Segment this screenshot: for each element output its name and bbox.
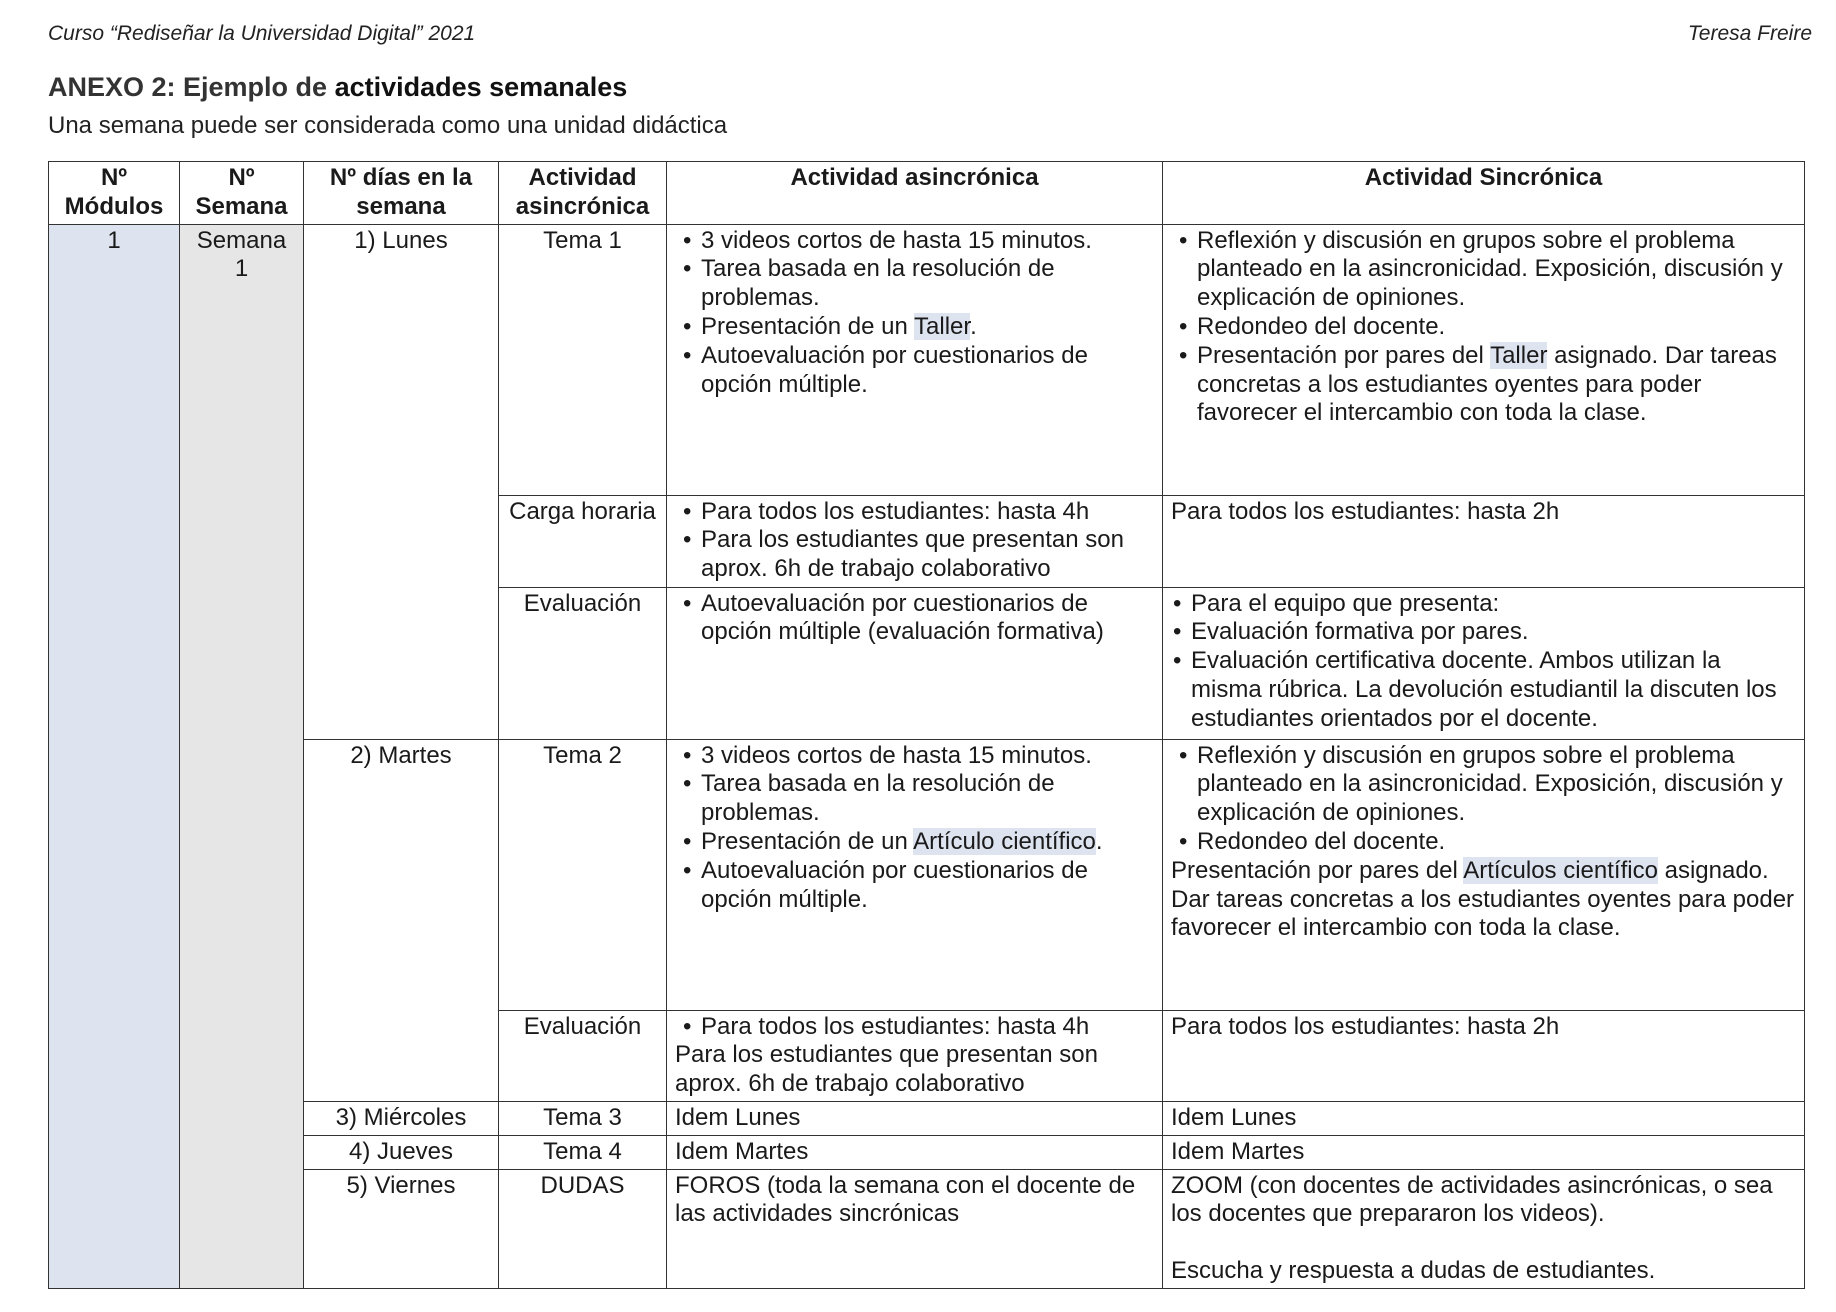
- activity-carga-horaria: Carga horaria: [499, 495, 667, 587]
- asinc-cell: FOROS (toda la semana con el docente de las actividades sincrónicas: [667, 1169, 1163, 1288]
- list-item: • Tarea basada en la resolución de problemas.: [701, 770, 1154, 828]
- sinc-cell: Idem Martes: [1163, 1135, 1805, 1169]
- table-header-row: [49, 162, 1805, 225]
- asinc-paragraph: Para los estudiantes que presentan son aprox. 6h de trabajo colaborativo: [675, 1041, 1098, 1098]
- sinc-cell: [1163, 739, 1805, 1010]
- list-item: • Reflexión y discusión en grupos sobre el problema planteado en la asincronicidad. Exposición, discusión y explicación de opiniones.: [1197, 742, 1796, 828]
- activity-evaluacion: Evaluación: [499, 587, 667, 739]
- list-item: • Redondeo del docente.: [1197, 313, 1796, 342]
- activity-evaluacion: Evaluación: [499, 1010, 667, 1101]
- day-lunes: 1) Lunes: [304, 224, 499, 739]
- title-prefix: ANEXO 2: Ejemplo de: [48, 72, 335, 102]
- bullet-list: [1171, 227, 1796, 429]
- modulo-cell: 1: [49, 224, 180, 1288]
- col-header-sincronica: Actividad Sincrónica: [1163, 162, 1805, 225]
- col-header-modulos: Nº Módulos: [49, 162, 180, 225]
- page-title: [48, 72, 627, 103]
- asinc-cell: Idem Martes: [667, 1135, 1163, 1169]
- list-item: • Tarea basada en la resolución de problemas.: [701, 255, 1154, 313]
- list-item: • Reflexión y discusión en grupos sobre el problema planteado en la asincronicidad. Exposición, discusión y explicación de opiniones.: [1197, 227, 1796, 313]
- day-miercoles: 3) Miércoles: [304, 1101, 499, 1135]
- asinc-cell: [667, 739, 1163, 1010]
- sinc-cell: Para todos los estudiantes: hasta 2h: [1163, 495, 1805, 587]
- list-item: • Evaluación formativa por pares.: [1191, 618, 1796, 647]
- activity-dudas: DUDAS: [499, 1169, 667, 1288]
- col-header-semana: Nº Semana: [180, 162, 304, 225]
- bullet-list: [675, 498, 1154, 584]
- sinc-paragraph: Presentación por pares del Artículos científico asignado. Dar tareas concretas a los estudiantes oyentes para poder favorecer el intercambio con toda la clase.: [1171, 856, 1795, 942]
- bullet-list: [1171, 590, 1796, 734]
- sinc-cell: Idem Lunes: [1163, 1101, 1805, 1135]
- list-item: • 3 videos cortos de hasta 15 minutos.: [701, 227, 1154, 256]
- asinc-cell: [667, 495, 1163, 587]
- list-item: • Autoevaluación por cuestionarios de opción múltiple.: [701, 342, 1154, 400]
- table-row: [49, 1135, 1805, 1169]
- sinc-paragraph: Escucha y respuesta a dudas de estudiantes.: [1171, 1257, 1656, 1285]
- day-viernes: 5) Viernes: [304, 1169, 499, 1288]
- asinc-cell: [667, 587, 1163, 739]
- table-row: [49, 1101, 1805, 1135]
- list-item: • Para los estudiantes que presentan son aprox. 6h de trabajo colaborativo: [701, 526, 1154, 584]
- col-header-asincronica: Actividad asincrónica: [667, 162, 1163, 225]
- running-header: [48, 22, 1812, 46]
- list-item: • Evaluación certificativa docente. Ambos utilizan la misma rúbrica. La devolución estudiantil la discuten los estudiantes orientados por el docente.: [1191, 647, 1796, 733]
- highlight: Artículo científico: [913, 827, 1096, 855]
- bullet-list: [675, 227, 1154, 400]
- semana-cell: Semana 1: [180, 224, 304, 1288]
- weekly-activities-table: [48, 161, 1805, 1289]
- list-item: • Autoevaluación por cuestionarios de opción múltiple (evaluación formativa): [701, 590, 1154, 648]
- sinc-cell: [1163, 1169, 1805, 1288]
- list-item: • Presentación de un Artículo científico.: [701, 828, 1154, 857]
- course-name: Curso “Rediseñar la Universidad Digital” 2021: [48, 22, 476, 45]
- sinc-cell: [1163, 587, 1805, 739]
- list-item: • Redondeo del docente.: [1197, 828, 1796, 857]
- bullet-list: [675, 590, 1154, 648]
- asinc-cell: [667, 1010, 1163, 1101]
- highlight: Taller: [914, 312, 971, 340]
- day-martes: 2) Martes: [304, 739, 499, 1101]
- table-row: [49, 224, 1805, 495]
- page-subtitle: Una semana puede ser considerada como una unidad didáctica: [48, 112, 728, 139]
- table-row: [49, 739, 1805, 1010]
- list-item: • Autoevaluación por cuestionarios de opción múltiple.: [701, 857, 1154, 915]
- sinc-paragraph: ZOOM (con docentes de actividades asincrónicas, o sea los docentes que prepararon los videos).: [1171, 1171, 1773, 1228]
- col-header-dias: Nº días en la semana: [304, 162, 499, 225]
- asinc-cell: [667, 224, 1163, 495]
- highlight: Artículos científico: [1463, 856, 1658, 884]
- asinc-cell: Idem Lunes: [667, 1101, 1163, 1135]
- col-header-actividad: Actividad asincrónica: [499, 162, 667, 225]
- list-item: • Para el equipo que presenta:: [1191, 590, 1796, 619]
- author-name: Teresa Freire: [1687, 22, 1812, 45]
- highlight: Taller: [1490, 341, 1548, 369]
- activity-tema-4: Tema 4: [499, 1135, 667, 1169]
- list-item: • 3 videos cortos de hasta 15 minutos.: [701, 742, 1154, 771]
- sinc-cell: [1163, 224, 1805, 495]
- day-jueves: 4) Jueves: [304, 1135, 499, 1169]
- activity-tema-3: Tema 3: [499, 1101, 667, 1135]
- list-item: • Para todos los estudiantes: hasta 4h: [701, 1013, 1154, 1042]
- table-row: [49, 1169, 1805, 1288]
- sinc-cell: Para todos los estudiantes: hasta 2h: [1163, 1010, 1805, 1101]
- title-strong: actividades semanales: [334, 72, 628, 102]
- list-item: • Para todos los estudiantes: hasta 4h: [701, 498, 1154, 527]
- bullet-list: [675, 742, 1154, 915]
- list-item: • Presentación por pares del Taller asignado. Dar tareas concretas a los estudiantes oyentes para poder favorecer el intercambio con toda la clase.: [1197, 342, 1796, 428]
- activity-tema-2: Tema 2: [499, 739, 667, 1010]
- bullet-list: [675, 1013, 1154, 1042]
- list-item: • Presentación de un Taller.: [701, 313, 1154, 342]
- activity-tema-1: Tema 1: [499, 224, 667, 495]
- bullet-list: [1171, 742, 1796, 857]
